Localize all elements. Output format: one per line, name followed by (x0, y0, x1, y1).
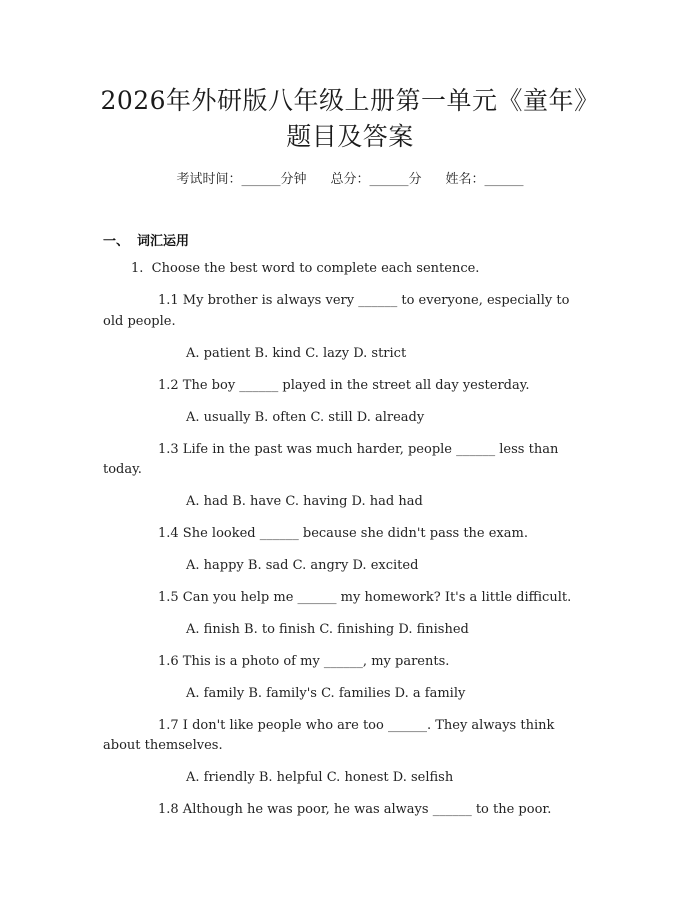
instruction-line (131, 259, 479, 279)
question-line: 1.1 My brother is always very ______ to everyone, especially to (158, 293, 570, 308)
question-line-continued: old people. (103, 314, 176, 329)
section-number: 一、 (103, 234, 130, 249)
question-line: 1.8 Although he was poor, he was always ______ to the poor. (158, 802, 552, 817)
question-line: 1.3 Life in the past was much harder, people ______ less than (158, 442, 559, 457)
answer-options: A. had B. have C. having D. had had (186, 494, 423, 509)
exam-time-field: 考试时间：______分钟 (176, 172, 307, 187)
total-score-field: 总分：______分 (330, 172, 422, 187)
question-line: 1.7 I don't like people who are too ______. They always think (158, 718, 555, 733)
answer-options: A. friendly B. helpful C. honest D. selfish (186, 770, 454, 785)
question-line-continued: today. (103, 462, 142, 477)
question-line: 1.5 Can you help me ______ my homework? It's a little difficult. (158, 590, 572, 605)
exam-meta (0, 168, 700, 187)
instruction-text: Choose the best word to complete each sentence. (151, 261, 480, 276)
answer-options: A. usually B. often C. still D. already (186, 410, 425, 425)
answer-options: A. family B. family's C. families D. a family (186, 686, 466, 701)
question-line: 1.2 The boy ______ played in the street all day yesterday. (158, 378, 530, 393)
answer-options: A. patient B. kind C. lazy D. strict (186, 346, 407, 361)
section-heading (103, 230, 189, 249)
instruction-number: 1. (131, 261, 144, 276)
section-title: 词汇运用 (137, 234, 190, 249)
document-title-line1: 2026年外研版八年级上册第一单元《童年》 (100, 86, 600, 115)
document-title-line2: 题目及答案 (286, 122, 414, 151)
question-line: 1.4 She looked ______ because she didn't pass the exam. (158, 526, 528, 541)
question-line-continued: about themselves. (103, 738, 223, 753)
answer-options: A. finish B. to finish C. finishing D. finished (186, 622, 469, 637)
answer-options: A. happy B. sad C. angry D. excited (186, 558, 419, 573)
student-name-field: 姓名：______ (445, 172, 524, 187)
question-line: 1.6 This is a photo of my ______, my parents. (158, 654, 450, 669)
